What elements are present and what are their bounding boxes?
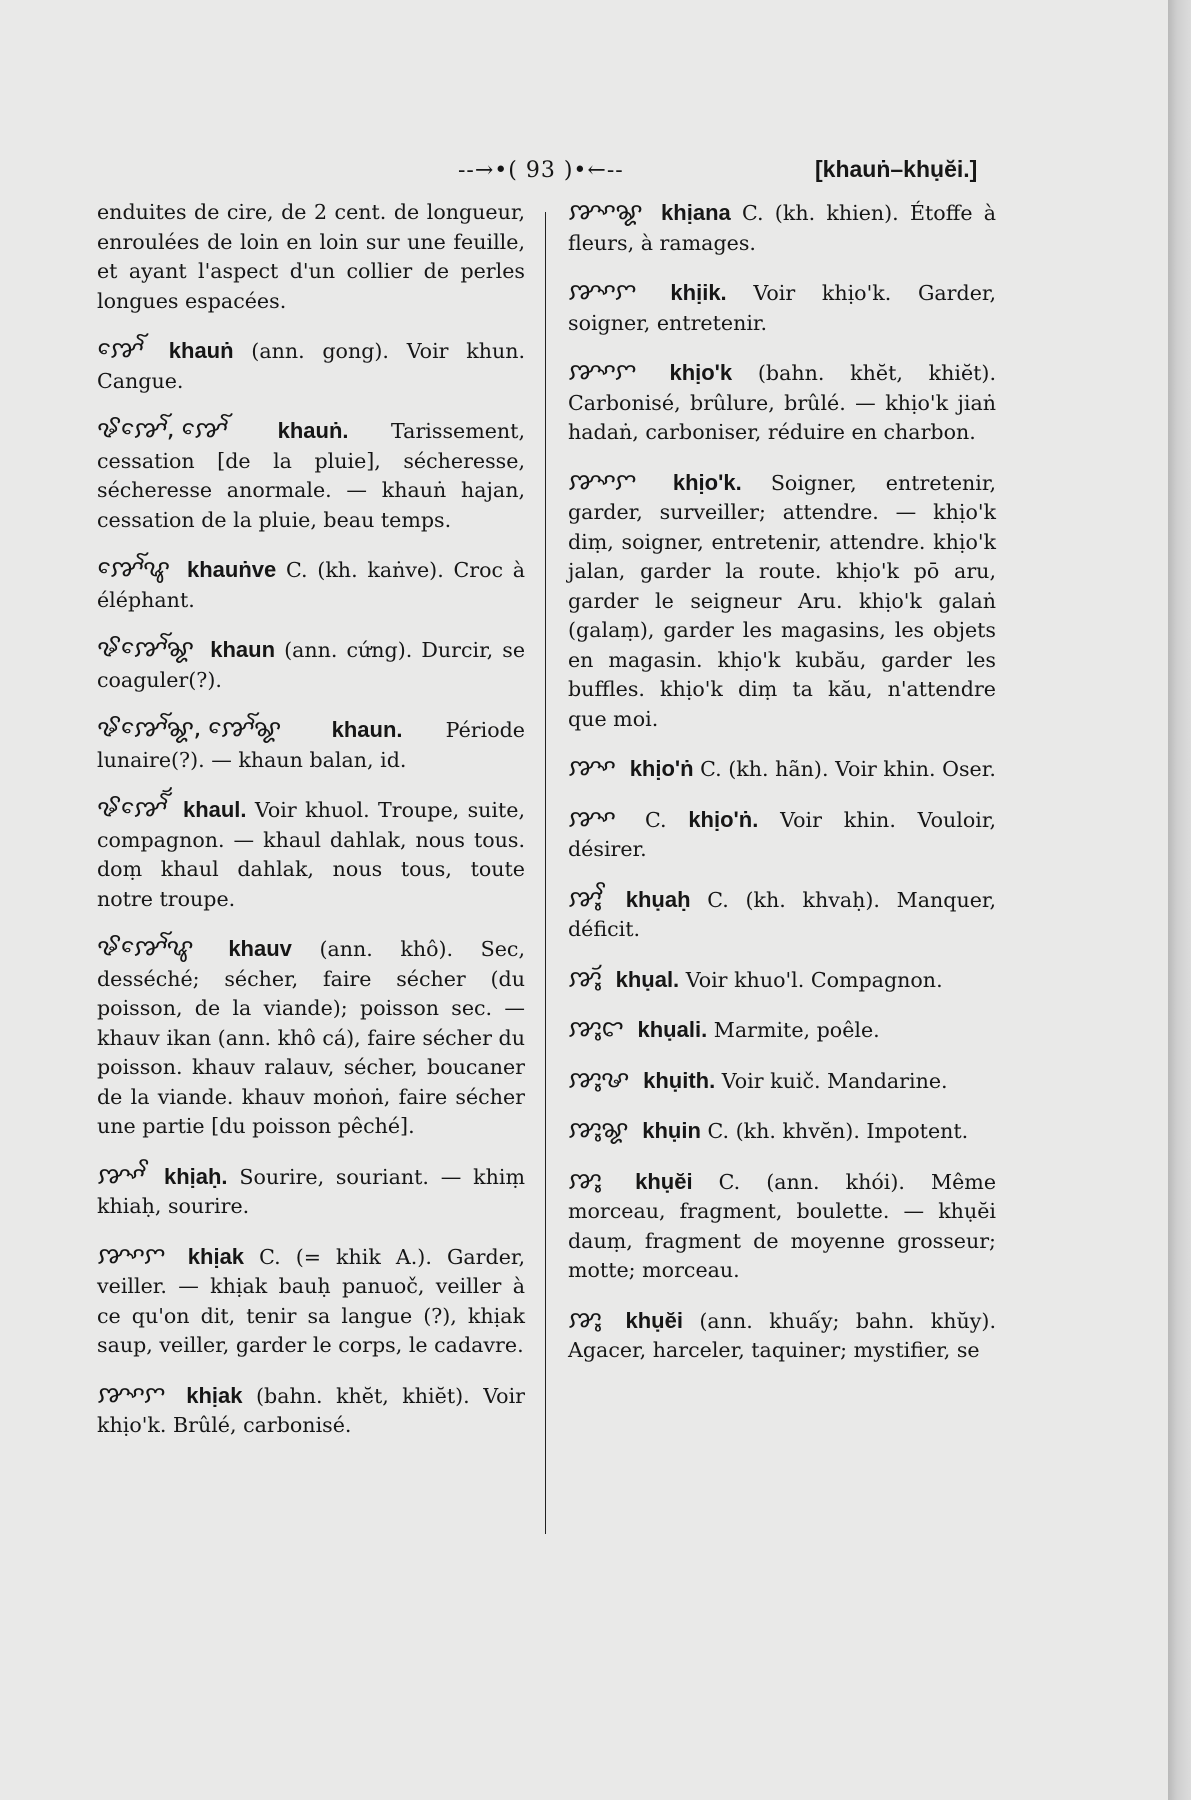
page-number: --→•( 93 )•←-- bbox=[458, 158, 624, 183]
entry-headword: khauṅ. bbox=[277, 418, 349, 443]
entry-text: Tarissement, cessation [de la pluie], sécheresse, sécheresse anormale. — khauṅ hajan, cessation de la pluie, beau temps. bbox=[97, 419, 526, 532]
entry-text: Période lunaire(?). — khaun balan, id. bbox=[97, 718, 525, 772]
dictionary-entry bbox=[97, 795, 525, 914]
dictionary-entry bbox=[97, 715, 525, 775]
right-column bbox=[568, 198, 996, 1386]
page-edge bbox=[1168, 0, 1191, 1800]
entry-source: (bahn. khĕt, khiĕt). bbox=[256, 1383, 470, 1408]
entry-headword: khauṅve bbox=[187, 557, 277, 582]
entry-source: (ann. cứng). bbox=[284, 638, 413, 662]
entry-headword: khaun bbox=[210, 637, 276, 662]
cham-script-glyph: ꨇꨶ bbox=[568, 1167, 602, 1194]
dictionary-entry bbox=[568, 468, 996, 735]
dictionary-entry bbox=[568, 1015, 996, 1046]
entry-headword: khịaḥ. bbox=[163, 1163, 228, 1189]
entry-headword: khaul. bbox=[182, 797, 247, 822]
entry-text: Sec, desséché; sécher, faire sécher (du poisson, de la viande); poisson sec. — khauv ikan (ann. khô cá), faire sécher du poisson. khauv ralauv, sécher, boucaner de la viande. khauv moṅoṅ, faire sécher une partie [du poisson pêché]. bbox=[97, 937, 525, 1138]
entry-source: C. (kh. khvĕn). bbox=[707, 1119, 860, 1143]
cham-script-glyph: ꨇꨶꨔ bbox=[568, 1066, 629, 1093]
entry-headword: khụĕi bbox=[625, 1307, 683, 1333]
entry-text: Sourire, souriant. — khiṃ khiaḥ, sourire. bbox=[97, 1164, 526, 1218]
cham-script-glyph: ꨃꨇꨯꨱꨘ, ꨇꨯꨱꨘ bbox=[97, 715, 281, 743]
dictionary-entry bbox=[568, 278, 996, 338]
entry-headword: khụaḥ bbox=[625, 886, 691, 912]
entry-text: Garder, veiller. — khịak bauḥ panuoč, veiller à ce qu'on dit, tenir sa langue (?), khịak saup, veiller, garder le corps, le cadavre. bbox=[97, 1244, 526, 1357]
dictionary-entry bbox=[568, 1116, 996, 1147]
cham-script-glyph: ꨇꨯꨱꨥ bbox=[97, 555, 170, 583]
entry-headword: khụali. bbox=[637, 1017, 708, 1042]
entry-text: Carbonisé, brûlure, brûlé. — khịo'k jiaṅ hadaṅ, carboniser, réduire en charbon. bbox=[568, 390, 996, 444]
dictionary-entry bbox=[568, 1167, 996, 1286]
cham-script-glyph: ꨇꨶꨤ bbox=[568, 1015, 623, 1043]
entry-text: Voir khuol. Troupe, suite, compagnon. — khaul dahlak, nous tous. doṃ khaul dahlak, nous tous, toute notre troupe. bbox=[97, 798, 526, 911]
dictionary-entry bbox=[568, 965, 996, 996]
entry-text: Voir khịo'k. Brûlé, carbonisé. bbox=[97, 1383, 525, 1437]
entry-text: Impotent. bbox=[866, 1119, 969, 1143]
entry-headword: khụal. bbox=[615, 966, 680, 992]
entry-headword: khịik. bbox=[670, 280, 727, 305]
running-head: [khauṅ–khụĕi.] bbox=[815, 156, 978, 182]
dictionary-entry bbox=[568, 754, 996, 785]
entry-text: Voir kuič. Mandarine. bbox=[721, 1068, 948, 1093]
entry-text: Voir khin. Oser. bbox=[835, 757, 996, 781]
entry-headword: khịo'ṅ bbox=[629, 756, 694, 781]
dictionary-entry bbox=[568, 358, 996, 448]
dictionary-entry bbox=[568, 805, 996, 865]
dictionary-entry bbox=[97, 416, 525, 535]
dictionary-entry bbox=[97, 1162, 525, 1222]
cham-script-glyph: ꨃꨇꨯꨱꨘ bbox=[97, 635, 194, 663]
entry-headword: khụin bbox=[642, 1118, 701, 1143]
entry-text: Même morceau, fragment, boulette. — khụĕi dauṃ, fragment de moyenne grosseur; motte; morceau. bbox=[568, 1169, 997, 1282]
entry-headword: khịo'k bbox=[669, 360, 733, 385]
entry-source: C. bbox=[644, 807, 667, 832]
cham-script-glyph: ꨇꨯꨱ bbox=[97, 336, 144, 364]
entry-text: Manquer, déficit. bbox=[568, 887, 997, 941]
cham-script-glyph: ꨇꨶꨘ bbox=[568, 1116, 628, 1144]
dictionary-entry bbox=[97, 635, 525, 695]
entry-text: Voir khịo'k. Garder, soigner, entretenir. bbox=[568, 281, 997, 335]
dictionary-entry bbox=[97, 555, 525, 615]
entry-headword: khaun. bbox=[331, 717, 403, 742]
entry-text: Marmite, poêle. bbox=[713, 1018, 880, 1042]
dictionary-entry bbox=[568, 885, 996, 945]
entry-text: Voir khun. Cangue. bbox=[97, 339, 526, 393]
cham-script-glyph: ꨇꨳꨆ bbox=[97, 1242, 165, 1269]
cham-script-glyph: ꨇꨳꨆ bbox=[97, 1381, 165, 1408]
dictionary-entry bbox=[97, 198, 525, 316]
entry-text: Agacer, harceler, taquiner; mystifier, se bbox=[568, 1338, 980, 1362]
entry-headword: khauv bbox=[228, 936, 292, 961]
column-divider bbox=[545, 212, 546, 1534]
dictionary-entry bbox=[568, 1066, 996, 1097]
cham-script-glyph: ꨃꨇꨯꨱ, ꨇꨯꨱ bbox=[97, 416, 228, 444]
entry-text: Soigner, entretenir, garder, surveiller; attendre. — khịo'k diṃ, soigner, entretenir, attendre. khịo'k jalan, garder la route. khịo'k pō aru, garder le seigneur Aru. khịo'k galaṅ (galaṃ), garder les magasins, les objets en magasin. khịo'k kubău, garder les buffles. khịo'k diṃ ta kău, n'attendre que moi. bbox=[568, 470, 997, 731]
dictionary-entry bbox=[97, 934, 525, 1142]
entry-text: Voir khin. Vouloir, désirer. bbox=[568, 807, 997, 861]
cham-script-glyph: ꨇꨳꨆ bbox=[568, 358, 636, 386]
entry-text: Durcir, se coaguler(?). bbox=[97, 638, 526, 692]
entry-headword: khịak bbox=[187, 1243, 245, 1269]
entry-text: Voir khuo'l. Compagnon. bbox=[685, 967, 943, 992]
cham-script-glyph: ꨇꨳꨩ bbox=[97, 1162, 145, 1189]
cham-script-glyph: ꨇꨶ bbox=[568, 1306, 602, 1333]
entry-headword: khụĕi bbox=[635, 1168, 693, 1194]
entry-source: C. (kh. khien). bbox=[742, 201, 899, 225]
cham-script-glyph: ꨇꨶꨮ bbox=[568, 965, 602, 992]
page-header bbox=[0, 152, 1168, 192]
cham-script-glyph: ꨇꨶꨩ bbox=[568, 885, 602, 912]
entry-headword: khịak bbox=[186, 1382, 243, 1408]
entry-headword: khịana bbox=[661, 200, 731, 225]
cham-script-glyph: ꨇꨳ bbox=[568, 805, 616, 832]
entry-text: Croc à éléphant. bbox=[97, 558, 526, 612]
cham-script-glyph: ꨇꨳ bbox=[568, 754, 616, 782]
entry-source: (ann. gong). bbox=[251, 339, 389, 363]
dictionary-entry bbox=[97, 1242, 525, 1361]
cham-script-glyph: ꨃꨇꨯꨱꨥ bbox=[97, 934, 193, 962]
cham-script-glyph: ꨃꨇꨯꨱꨮ bbox=[97, 795, 167, 823]
entry-headword: khịo'k. bbox=[672, 469, 742, 495]
left-column bbox=[97, 198, 525, 1461]
dictionary-entry bbox=[97, 336, 525, 396]
entry-headword: khịo'ṅ. bbox=[688, 806, 759, 832]
entry-source: C. (kh. kaṅve). bbox=[286, 558, 444, 582]
entry-text: enduites de cire, de 2 cent. de longueur, enroulées de loin en loin sur une feuille, et ayant l'aspect d'un collier de perles longues espacées. bbox=[97, 200, 525, 313]
cham-script-glyph: ꨇꨳꨆ bbox=[568, 468, 636, 495]
dictionary-entry bbox=[97, 1381, 525, 1441]
dictionary-entry bbox=[568, 1306, 996, 1366]
dictionary-entry bbox=[568, 198, 996, 258]
entry-source: C. (= khik A.). bbox=[259, 1244, 432, 1269]
entry-source: C. (kh. hãn). bbox=[700, 757, 829, 781]
entry-headword: khauṅ bbox=[168, 338, 234, 363]
entry-source: (bahn. khĕt, khiĕt). bbox=[757, 361, 996, 385]
cham-script-glyph: ꨇꨳꨘ bbox=[568, 198, 642, 226]
cham-script-glyph: ꨇꨳꨆ bbox=[568, 278, 636, 306]
entry-text: Étoffe à fleurs, à ramages. bbox=[568, 201, 997, 255]
entry-source: (ann. khô). bbox=[319, 937, 454, 961]
entry-source: (ann. khuấy; bahn. khŭy). bbox=[699, 1308, 997, 1333]
entry-headword: khụith. bbox=[643, 1067, 716, 1093]
entry-source: C. (ann. khói). bbox=[718, 1169, 905, 1194]
entry-source: C. (kh. khvaḥ). bbox=[707, 887, 880, 912]
